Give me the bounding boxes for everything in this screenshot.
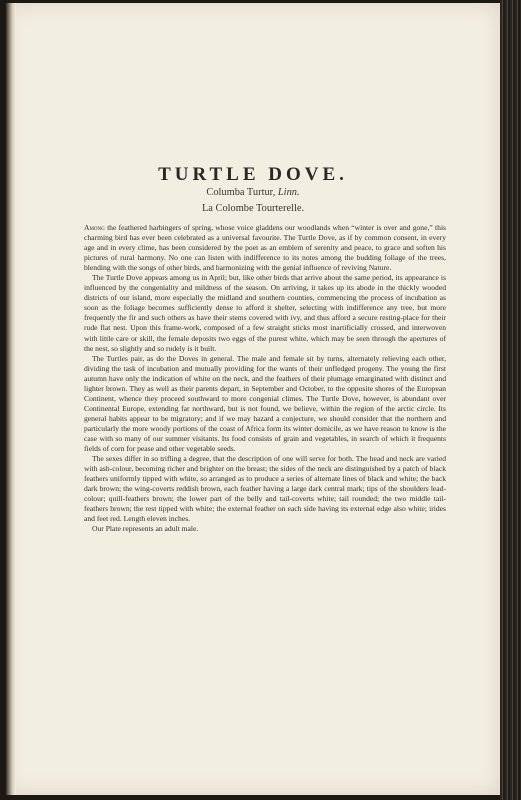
latin-name: Columba Turtur,: [206, 187, 276, 198]
latin-author: Linn.: [277, 187, 300, 198]
latin-name-line: [6, 187, 500, 198]
book-spine-shadow: [6, 3, 16, 795]
book-page: [6, 3, 500, 795]
paragraph-2: The Turtle Dove appears among us in April; but, like other birds that arrive about the same period, its appearance is influenced by the congeniality and mildness of the season. On arriving, it takes up its abode in the thickly wooded districts of our island, more especially the midland and southern counties, commencing the process of incubation as soon as the foliage becomes sufficiently dense to afford it shelter, selecting with indifference any tree, but more frequently the fir and such others as have their stems covered with ivy, and thus afford a secure resting-place for their rude flat nest. Upon this frame-work, composed of a few straight sticks most inartificially crossed, and interwoven with little care or skill, the female deposits two eggs of the purest white, which may be seen through the apertures of the nest, so slightly and so rudely is it built.: [84, 273, 446, 353]
paragraph-text: the feathered harbingers of spring, whose voice gladdens our woodlands when “winter is over and gone,” this charming bird has ever been celebrated as a universal favourite. The Turtle Dove, as if by common consent, in every age and in every clime, has been considered by the poet as an emblem of serenity and peace, to grace and soften his pictures of rural harmony. No one can listen with indifference to its notes among the budding foliage of the trees, blending with the songs of other birds, and harmonizing with the genial influence of reviving Nature.: [84, 223, 447, 273]
book-page-edges: [500, 0, 521, 800]
paragraph-1: [84, 223, 446, 273]
paragraph-4: The sexes differ in so trifling a degree, that the description of one will serve for both. The head and neck are varied with ash-colour, becoming richer and brighter on the breast; the sides of the neck are distinguished by a patch of black feathers uniformly tipped with white, so arranged as to produce a series of alternate lines of black and white; the back dark brown; the wing-coverts reddish brown, each feather having a large dark central mark; tips of the shoulders lead-colour; quill-feathers brown; the lower part of the belly and tail-coverts white; tail rounded; the two middle tail-feathers brown; the rest tipped with white; the external feather on each side having its external edge also white; irides and feet red. Length eleven inches.: [84, 454, 446, 524]
paragraph-5: Our Plate represents an adult male.: [92, 524, 199, 534]
french-name: La Colombe Tourterelle.: [201, 203, 305, 214]
page-title: TURTLE DOVE.: [158, 164, 348, 185]
article-body: [84, 223, 446, 534]
paragraph-3: The Turtles pair, as do the Doves in general. The male and female sit by turns, alternately relieving each other, dividing the task of incubation and mutually providing for the wants of their unfledged progeny. The young the first autumn have only the indication of white on the neck, and the feathers of their plumage emarginated with distinct and lighter brown. They as well as their parents depart, in September and October, to the opposite shores of the European Continent, whence they proceed southward to more congenial climes. The Turtle Dove, however, is abundant over Continental Europe, extending far northward, but is not found, we believe, within the region of the arctic circle. Its general habits appear to be migratory; and if we may hazard a conjecture, we should consider that the northern and particularly the more woody portions of the coast of Africa form its winter domicile, as we have reason to know is the case with so many of our summer visitants. Its food consists of grain and vegetables, in search of which it frequents fields of corn for pease and other vegetable seeds.: [84, 353, 446, 454]
lead-word: Among: [84, 223, 105, 232]
